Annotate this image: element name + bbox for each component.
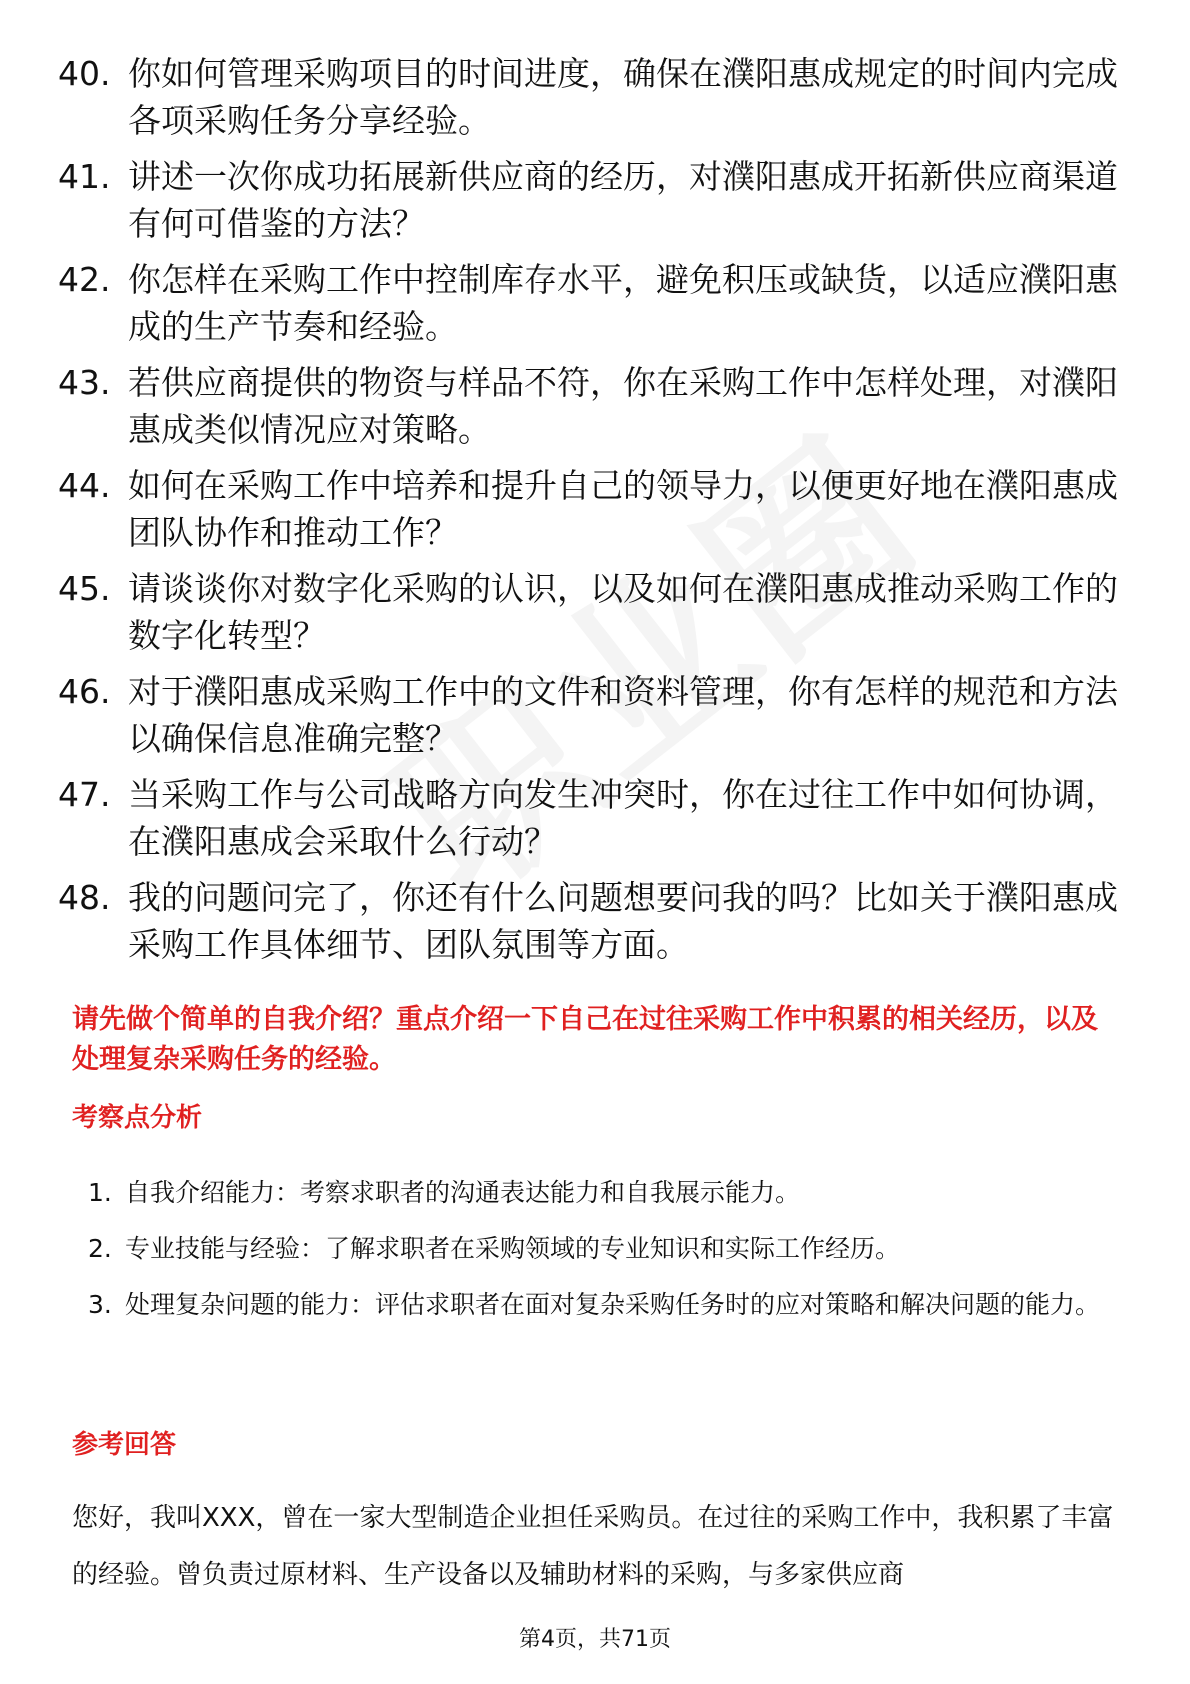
point-text: 专业技能与经验：了解求职者在采购领域的专业知识和实际工作经历。 — [125, 1234, 901, 1263]
point-number: 3. — [88, 1290, 112, 1319]
question-text: 若供应商提供的物资与样品不符，你在采购工作中怎样处理，对濮阳惠成类似情况应对策略。 — [128, 363, 1118, 449]
analysis-title: 考察点分析 — [72, 1103, 203, 1133]
question-number: 43. — [58, 363, 111, 402]
point-text: 处理复杂问题的能力：评估求职者在面对复杂采购任务时的应对策略和解决问题的能力。 — [125, 1290, 1101, 1319]
question-number: 48. — [58, 878, 111, 917]
question-item — [58, 50, 1118, 144]
question-item — [58, 668, 1118, 762]
question-item — [58, 153, 1118, 247]
question-text: 请谈谈你对数字化采购的认识，以及如何在濮阳惠成推动采购工作的数字化转型？ — [128, 569, 1118, 655]
question-item — [58, 565, 1118, 659]
question-text: 你如何管理采购项目的时间进度，确保在濮阳惠成规定的时间内完成各项采购任务分享经验。 — [128, 54, 1118, 140]
analysis-point — [80, 1165, 1120, 1221]
question-text: 如何在采购工作中培养和提升自己的领导力，以便更好地在濮阳惠成团队协作和推动工作？ — [128, 466, 1118, 552]
question-text: 讲述一次你成功拓展新供应商的经历，对濮阳惠成开拓新供应商渠道有何可借鉴的方法？ — [128, 157, 1118, 243]
analysis-points — [80, 1165, 1120, 1333]
point-number: 1. — [88, 1178, 112, 1207]
reference-answer: 您好，我叫XXX，曾在一家大型制造企业担任采购员。在过往的采购工作中，我积累了丰富的经验。曾负责过原材料、生产设备以及辅助材料的采购，与多家供应商 — [72, 1503, 1114, 1590]
analysis-point — [80, 1221, 1120, 1277]
question-number: 47. — [58, 775, 111, 814]
question-text: 当采购工作与公司战略方向发生冲突时，你在过往工作中如何协调，在濮阳惠成会采取什么行动？ — [128, 775, 1118, 861]
highlight-question: 请先做个简单的自我介绍？重点介绍一下自己在过往采购工作中积累的相关经历，以及处理复杂采购任务的经验。 — [72, 1004, 1098, 1075]
question-text: 对于濮阳惠成采购工作中的文件和资料管理，你有怎样的规范和方法以确保信息准确完整？ — [128, 672, 1118, 758]
question-list — [58, 50, 1118, 977]
question-number: 45. — [58, 569, 111, 608]
question-number: 41. — [58, 157, 111, 196]
question-number: 44. — [58, 466, 111, 505]
question-item — [58, 462, 1118, 556]
page-number: 第4页，共71页 — [519, 1627, 671, 1652]
question-number: 42. — [58, 260, 111, 299]
question-item — [58, 256, 1118, 350]
question-text: 我的问题问完了，你还有什么问题想要问我的吗？比如关于濮阳惠成采购工作具体细节、团队氛围等方面。 — [128, 878, 1118, 964]
point-text: 自我介绍能力：考察求职者的沟通表达能力和自我展示能力。 — [125, 1178, 801, 1207]
point-number: 2. — [88, 1234, 112, 1263]
question-number: 40. — [58, 54, 111, 93]
analysis-point — [80, 1277, 1120, 1333]
question-item — [58, 359, 1118, 453]
question-text: 你怎样在采购工作中控制库存水平，避免积压或缺货，以适应濮阳惠成的生产节奏和经验。 — [128, 260, 1118, 346]
question-item — [58, 874, 1118, 968]
question-item — [58, 771, 1118, 865]
question-number: 46. — [58, 672, 111, 711]
reference-title: 参考回答 — [72, 1430, 177, 1460]
